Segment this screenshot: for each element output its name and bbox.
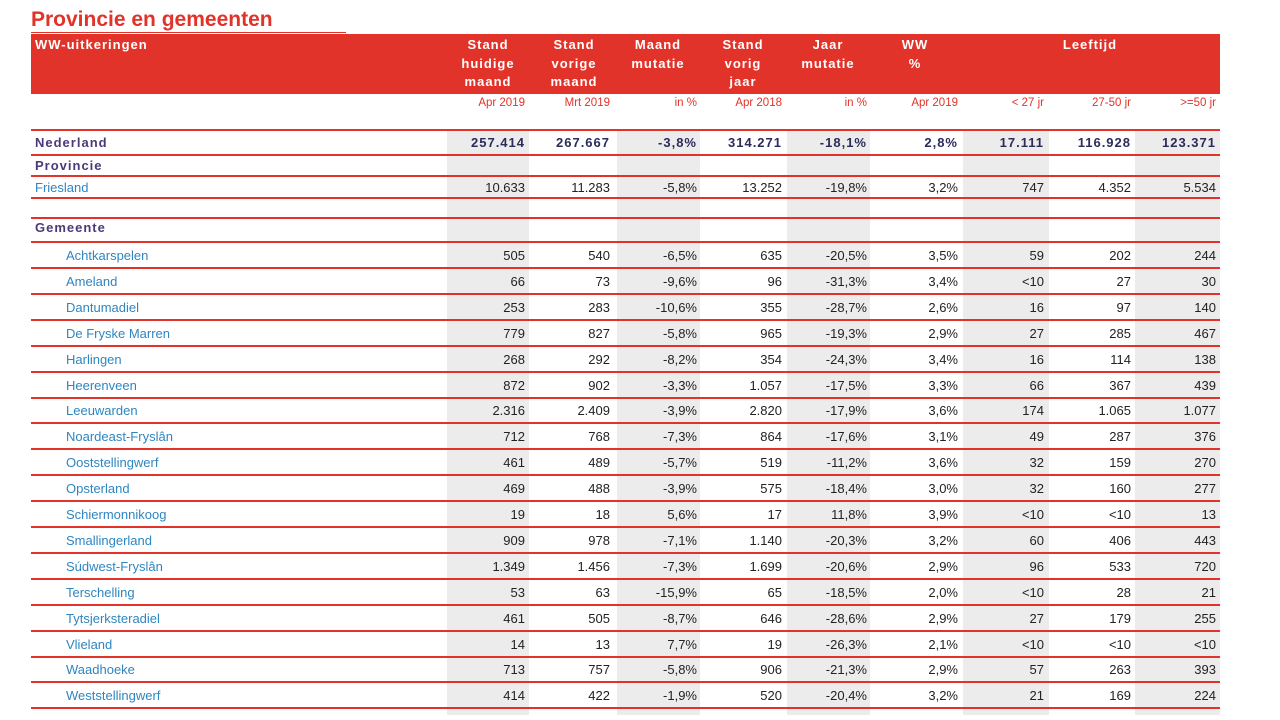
cell-col-6: 3,2% [928,688,958,704]
cell-col-5: -18,1% [819,135,867,150]
table-row [31,556,1220,576]
cell-col-6: 2,1% [928,636,958,652]
cell-col-3: 7,7% [667,636,697,652]
cell-col-4: 96 [767,273,782,289]
cell-col-7: 16 [1029,299,1044,315]
table-row [31,608,1220,628]
cell-col-2: 505 [588,610,610,626]
cell-col-7: <10 [1021,584,1044,600]
header-1: Stand huidige maand [461,37,515,89]
cell-col-9: 439 [1194,377,1216,393]
cell-col-7: 66 [1029,377,1044,393]
cell-col-4: 354 [760,351,782,367]
cell-col-8: 28 [1116,584,1131,600]
cell-col-9: 393 [1194,662,1216,678]
cell-col-5: -17,5% [825,377,867,393]
cell-col-8: 1.065 [1098,403,1131,419]
row-divider [31,154,1220,156]
cell-col-3: -8,2% [663,351,697,367]
cell-col-4: 17 [767,507,782,522]
cell-col-4: 520 [760,688,782,704]
cell-col-2: 489 [588,455,610,471]
table-row [31,685,1220,705]
cell-col-8: 285 [1109,325,1131,341]
header-first-column: WW-uitkeringen [35,37,148,52]
cell-col-1: 257.414 [471,135,525,150]
row-name: Súdwest-Fryslân [66,558,163,574]
cell-col-6: 2,9% [928,325,958,341]
row-divider [31,526,1220,528]
row-name: Terschelling [66,584,135,600]
row-divider [31,500,1220,502]
cell-col-6: 2,9% [928,558,958,574]
cell-col-7: 49 [1029,429,1044,445]
row-name: Weststellingwerf [66,688,161,704]
cell-col-4: 1.699 [749,558,782,574]
cell-col-6: 3,6% [928,455,958,471]
row-name: Achtkarspelen [66,248,149,263]
cell-col-6: 3,1% [928,429,958,445]
row-name: Nederland [35,135,108,150]
cell-col-4: 355 [760,299,782,315]
cell-col-7: <10 [1021,507,1044,522]
cell-col-5: -19,8% [825,180,867,195]
row-divider [31,197,1220,199]
subheader-8: 27-50 jr [1092,97,1131,109]
cell-col-6: 2,9% [928,610,958,626]
cell-col-7: 59 [1029,248,1044,263]
header-4: Stand vorig jaar [722,37,764,89]
cell-col-5: -17,6% [825,429,867,445]
section-label-provincie: Provincie [35,158,103,173]
cell-col-4: 13.252 [742,180,782,195]
row-divider [31,129,1220,131]
cell-col-1: 268 [503,351,525,367]
row-name: Schiermonnikoog [66,507,167,522]
row-divider [31,371,1220,373]
header-8: Leeftijd [1062,37,1118,52]
cell-col-1: 461 [503,610,525,626]
cell-col-9: 138 [1194,351,1216,367]
cell-col-7: 57 [1029,662,1044,678]
table-row [31,132,1220,152]
table-row [31,452,1220,472]
table-row [31,400,1220,420]
cell-col-5: -18,5% [825,584,867,600]
cell-col-9: 443 [1194,532,1216,548]
cell-col-3: -3,9% [663,403,697,419]
cell-col-9: 255 [1194,610,1216,626]
cell-col-2: 488 [588,481,610,497]
cell-col-6: 3,0% [928,481,958,497]
row-name: Leeuwarden [66,403,138,419]
cell-col-1: 66 [510,273,525,289]
cell-col-6: 3,3% [928,377,958,393]
cell-col-5: -28,6% [825,610,867,626]
cell-col-3: -1,9% [663,688,697,704]
cell-col-3: -7,3% [663,558,697,574]
cell-col-5: -20,3% [825,532,867,548]
cell-col-2: 540 [588,248,610,263]
cell-col-4: 864 [760,429,782,445]
cell-col-1: 2.316 [492,403,525,419]
cell-col-7: 32 [1029,455,1044,471]
cell-col-6: 2,8% [924,135,958,150]
cell-col-9: 30 [1201,273,1216,289]
subheader-2: Mrt 2019 [564,97,610,109]
cell-col-8: 287 [1109,429,1131,445]
cell-col-8: 533 [1109,558,1131,574]
cell-col-2: 757 [588,662,610,678]
cell-col-2: 18 [595,507,610,522]
cell-col-6: 2,9% [928,662,958,678]
cell-col-1: 461 [503,455,525,471]
cell-col-9: 467 [1194,325,1216,341]
cell-col-8: <10 [1108,636,1131,652]
cell-col-3: -7,1% [663,532,697,548]
cell-col-7: 747 [1022,180,1044,195]
cell-col-9: 5.534 [1183,180,1216,195]
cell-col-9: 224 [1194,688,1216,704]
cell-col-3: -6,5% [663,248,697,263]
row-divider [31,578,1220,580]
cell-col-2: 267.667 [556,135,610,150]
cell-col-5: -26,3% [825,636,867,652]
subheader-6: Apr 2019 [911,97,958,109]
cell-col-7: 21 [1029,688,1044,704]
cell-col-4: 575 [760,481,782,497]
cell-col-3: -5,8% [663,325,697,341]
row-name: De Fryske Marren [66,325,171,341]
cell-col-7: 27 [1029,610,1044,626]
cell-col-2: 902 [588,377,610,393]
subheader-5: in % [844,97,867,109]
page-title: Provincie en gemeenten [31,8,273,31]
row-divider [31,604,1220,606]
cell-col-7: 32 [1029,481,1044,497]
row-name: Ameland [66,273,118,289]
row-name: Tytsjerksteradiel [66,610,160,626]
cell-col-3: 5,6% [667,507,697,522]
cell-col-8: 179 [1109,610,1131,626]
cell-col-8: 169 [1109,688,1131,704]
cell-col-5: -28,7% [825,299,867,315]
cell-col-5: -20,4% [825,688,867,704]
row-divider [31,630,1220,632]
row-divider [31,656,1220,658]
cell-col-8: 263 [1109,662,1131,678]
row-divider [31,319,1220,321]
cell-col-9: 720 [1194,558,1216,574]
cell-col-2: 827 [588,325,610,341]
cell-col-1: 10.633 [485,180,525,195]
cell-col-1: 19 [510,507,525,522]
row-divider [31,345,1220,347]
cell-col-5: -11,2% [826,455,867,471]
table-row [31,245,1220,265]
cell-col-6: 3,2% [928,180,958,195]
row-divider [31,241,1220,243]
subheader-7: < 27 jr [1011,97,1044,109]
cell-col-1: 505 [503,248,525,263]
cell-col-1: 14 [510,636,525,652]
header-3: Maand mutatie [631,37,685,71]
section-label-gemeente: Gemeente [35,220,106,235]
cell-col-1: 872 [503,377,525,393]
cell-col-8: 4.352 [1098,180,1131,195]
cell-col-9: <10 [1193,636,1216,652]
cell-col-7: <10 [1021,273,1044,289]
table-row [31,582,1220,602]
cell-col-3: -3,8% [658,135,697,150]
cell-col-9: 376 [1194,429,1216,445]
cell-col-4: 65 [767,584,782,600]
row-name: Vlieland [66,636,113,652]
cell-col-6: 3,6% [928,403,958,419]
cell-col-3: -5,7% [663,455,697,471]
cell-col-1: 1.349 [492,558,525,574]
table-row [31,634,1220,654]
cell-col-3: -3,9% [663,481,697,497]
cell-col-1: 909 [503,532,525,548]
title-underline [31,32,346,33]
row-name: Smallingerland [66,532,152,548]
table-row [31,323,1220,343]
cell-col-9: 21 [1201,584,1216,600]
cell-col-1: 779 [503,325,525,341]
cell-col-9: 123.371 [1162,135,1216,150]
cell-col-3: -7,3% [663,429,697,445]
cell-col-3: -15,9% [655,584,697,600]
cell-col-2: 73 [595,273,610,289]
cell-col-3: -8,7% [663,610,697,626]
cell-col-3: -10,6% [655,299,697,315]
cell-col-2: 422 [588,688,610,704]
row-divider [31,293,1220,295]
row-name: Noardeast-Fryslân [66,429,173,445]
cell-col-7: 27 [1029,325,1044,341]
cell-col-8: 114 [1110,351,1131,367]
row-name: Dantumadiel [66,299,139,315]
cell-col-8: 367 [1109,377,1131,393]
cell-col-5: -20,5% [825,248,867,263]
cell-col-2: 292 [588,351,610,367]
header-2: Stand vorige maand [550,37,598,89]
row-divider [31,707,1220,709]
cell-col-1: 712 [503,429,525,445]
cell-col-1: 469 [503,481,525,497]
header-6: WW % [901,37,929,71]
cell-col-1: 414 [503,688,525,704]
cell-col-8: 159 [1109,455,1131,471]
subheader-4: Apr 2018 [735,97,782,109]
table-row [31,426,1220,446]
row-divider [31,217,1220,219]
cell-col-4: 646 [760,610,782,626]
cell-col-4: 2.820 [749,403,782,419]
cell-col-1: 713 [503,662,525,678]
cell-col-7: 16 [1029,351,1044,367]
cell-col-2: 978 [588,532,610,548]
subheader-9: >=50 jr [1180,97,1216,109]
row-name: Waadhoeke [66,662,135,678]
subheader-1: Apr 2019 [478,97,525,109]
cell-col-8: 97 [1116,299,1131,315]
table-row [31,349,1220,369]
cell-col-6: 3,4% [928,273,958,289]
header-5: Jaar mutatie [801,37,855,71]
cell-col-2: 2.409 [577,403,610,419]
row-name: Friesland [35,180,89,195]
row-divider [31,267,1220,269]
cell-col-5: -17,9% [825,403,867,419]
cell-col-2: 283 [588,299,610,315]
cell-col-3: -9,6% [663,273,697,289]
cell-col-9: 270 [1194,455,1216,471]
row-divider [31,552,1220,554]
cell-col-6: 3,9% [928,507,958,522]
cell-col-9: 13 [1201,507,1216,522]
cell-col-9: 277 [1194,481,1216,497]
row-name: Opsterland [66,481,130,497]
cell-col-8: <10 [1108,507,1131,522]
cell-col-5: -20,6% [825,558,867,574]
row-divider [31,422,1220,424]
cell-col-3: -5,8% [663,662,697,678]
cell-col-3: -5,8% [663,180,697,195]
table-row [31,530,1220,550]
cell-col-8: 160 [1109,481,1131,497]
table-row [31,478,1220,498]
cell-col-7: 60 [1029,532,1044,548]
table-row [31,375,1220,395]
cell-col-4: 635 [760,248,782,263]
table-row [31,504,1220,524]
cell-col-7: 96 [1029,558,1044,574]
cell-col-8: 406 [1109,532,1131,548]
cell-col-5: -18,4% [825,481,867,497]
subheader-3: in % [674,97,697,109]
cell-col-4: 19 [767,636,782,652]
cell-col-6: 3,2% [928,532,958,548]
cell-col-1: 253 [503,299,525,315]
cell-col-9: 140 [1194,299,1216,315]
cell-col-4: 906 [760,662,782,678]
table-row [31,297,1220,317]
cell-col-5: -31,3% [825,273,867,289]
cell-col-8: 202 [1109,248,1131,263]
cell-col-5: -19,3% [825,325,867,341]
table-row [31,271,1220,291]
cell-col-9: 244 [1194,248,1216,263]
cell-col-8: 27 [1116,273,1131,289]
table-row [31,659,1220,679]
cell-col-6: 2,6% [928,299,958,315]
cell-col-2: 768 [588,429,610,445]
cell-col-6: 3,5% [928,248,958,263]
cell-col-5: -24,3% [825,351,867,367]
table-row [31,177,1220,197]
row-name: Heerenveen [66,377,137,393]
cell-col-4: 965 [760,325,782,341]
cell-col-1: 53 [510,584,525,600]
row-divider [31,474,1220,476]
cell-col-4: 1.140 [749,532,782,548]
cell-col-7: <10 [1021,636,1044,652]
row-divider [31,448,1220,450]
row-name: Harlingen [66,351,122,367]
cell-col-9: 1.077 [1183,403,1216,419]
cell-col-5: 11,8% [831,507,867,522]
cell-col-4: 519 [760,455,782,471]
row-name: Ooststellingwerf [66,455,159,471]
cell-col-7: 174 [1022,403,1044,419]
cell-col-3: -3,3% [663,377,697,393]
cell-col-7: 17.111 [999,135,1044,150]
cell-col-2: 63 [595,584,610,600]
cell-col-6: 2,0% [928,584,958,600]
cell-col-5: -21,3% [825,662,867,678]
cell-col-8: 116.928 [1077,135,1131,150]
cell-col-4: 314.271 [728,135,782,150]
cell-col-4: 1.057 [749,377,782,393]
cell-col-6: 3,4% [928,351,958,367]
cell-col-2: 1.456 [577,558,610,574]
row-divider [31,397,1220,399]
cell-col-2: 11.283 [571,180,610,195]
row-divider [31,681,1220,683]
cell-col-2: 13 [595,636,610,652]
